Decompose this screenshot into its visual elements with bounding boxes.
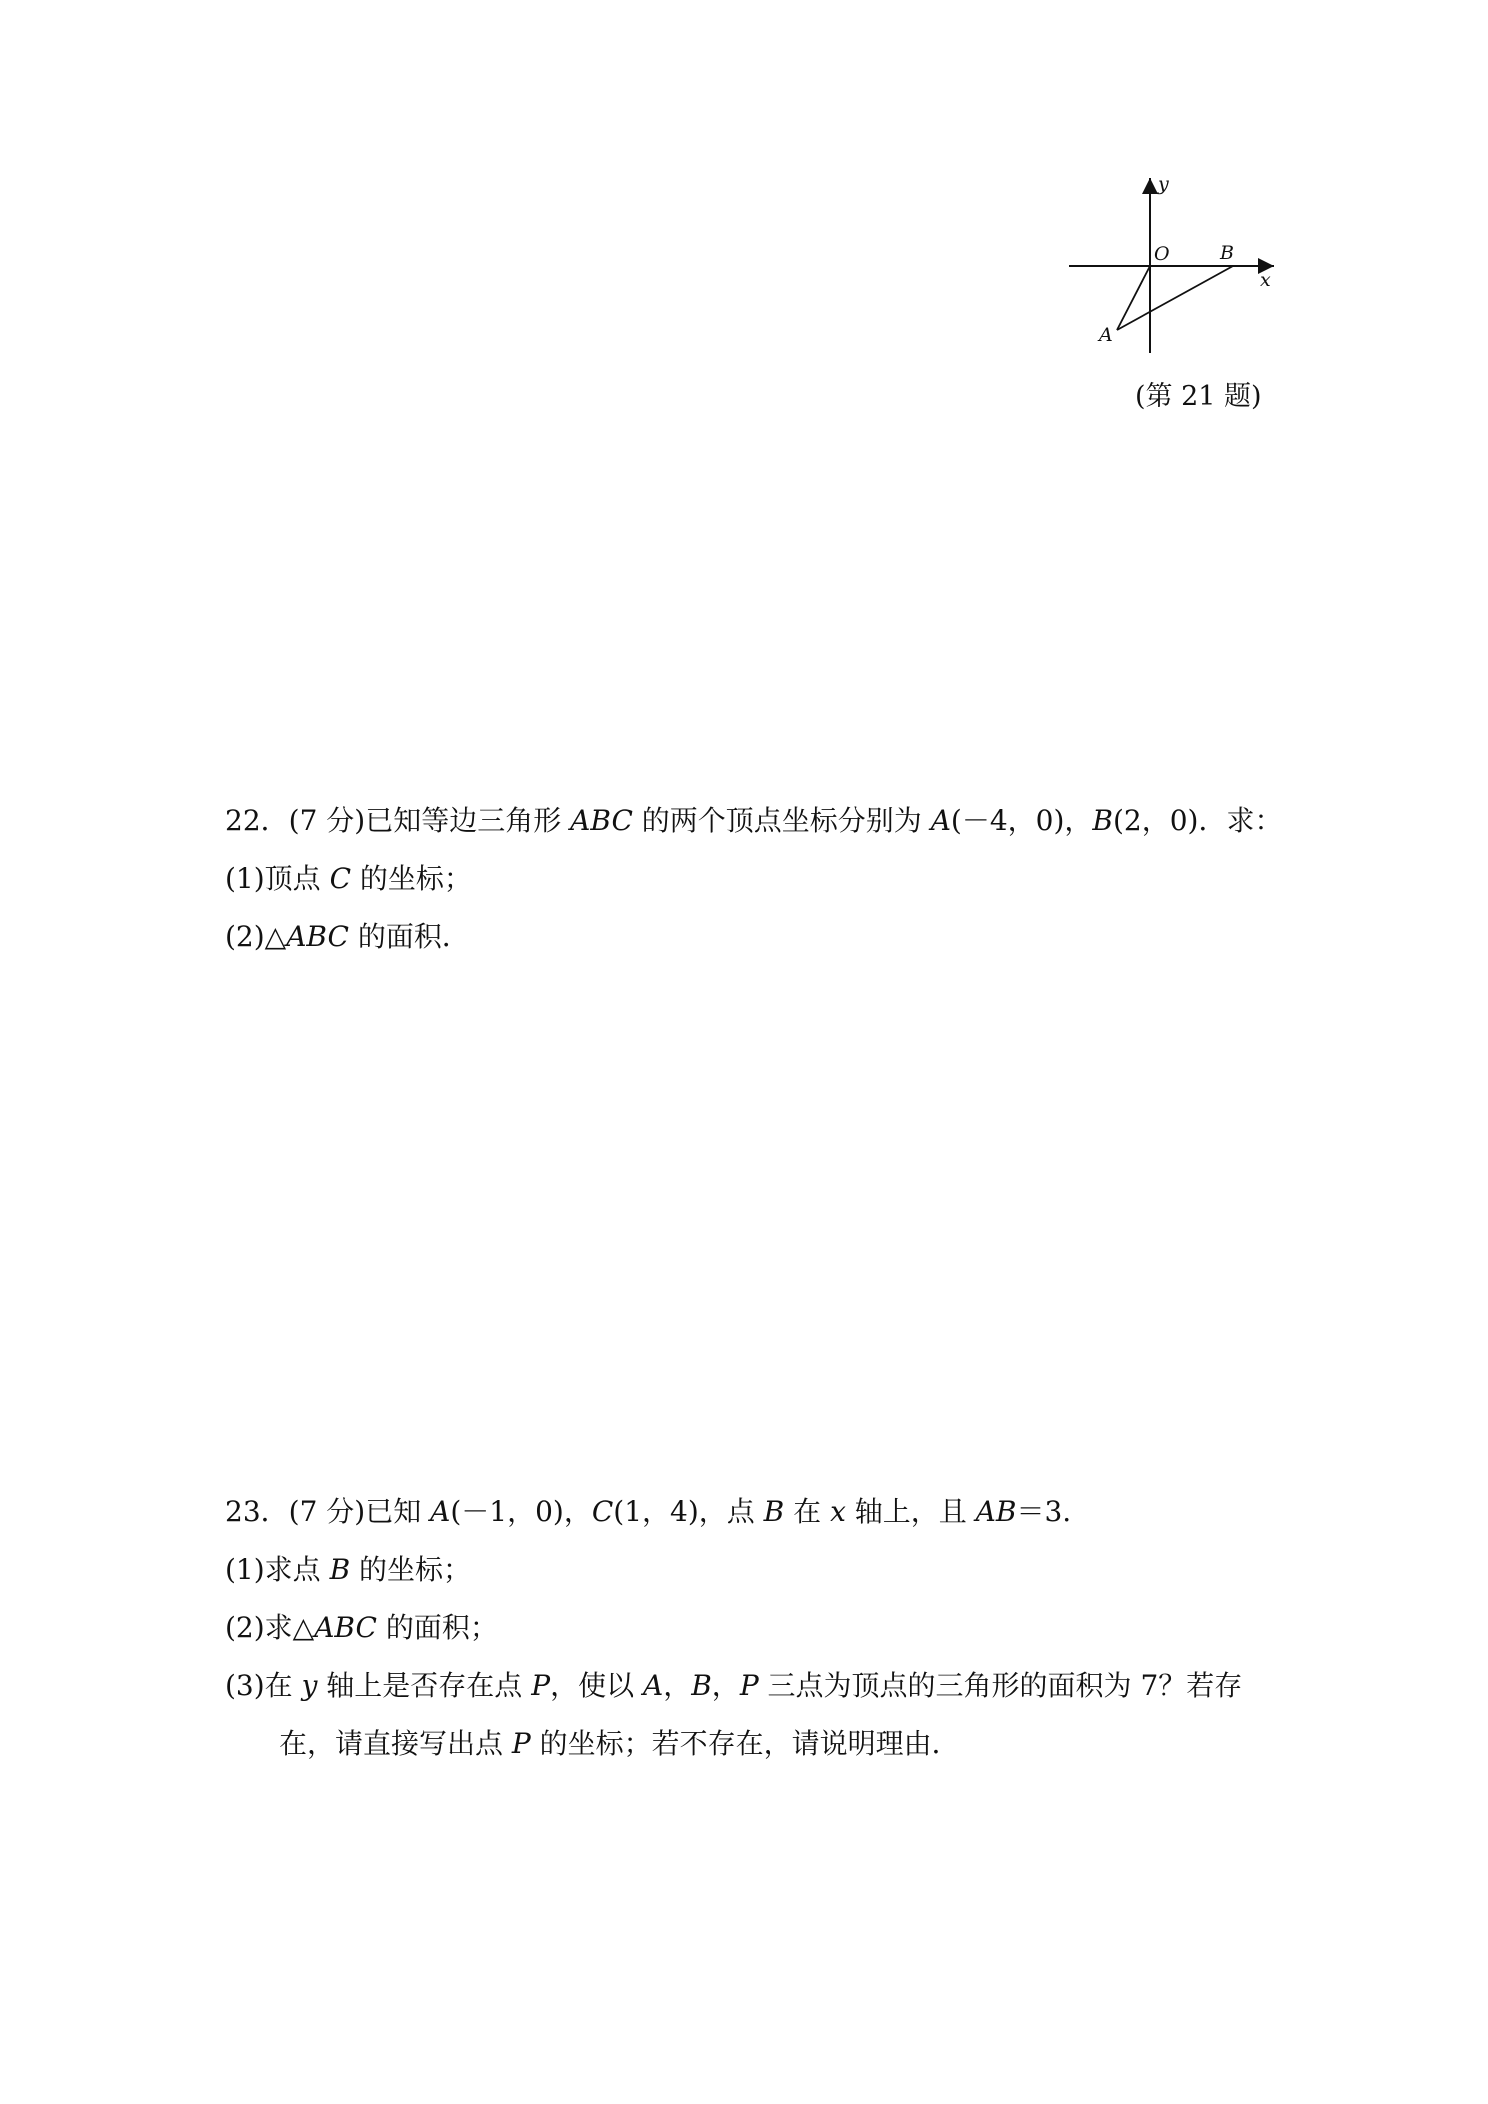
q23-point-c: C: [591, 1495, 614, 1528]
q23-part-2: [225, 1599, 1275, 1657]
q22-part1-prefix: (1)顶点: [225, 862, 330, 895]
q22-text: 已知等边三角形: [365, 804, 571, 837]
q23-part3-point-p: P: [739, 1669, 759, 1702]
q23-triangle-name: ABC: [314, 1611, 377, 1644]
q22-point-b-coord: (2，0)．求：: [1112, 804, 1283, 837]
q23-segment-ab: AB: [975, 1495, 1017, 1528]
q23-part2-suffix: 的面积；: [376, 1611, 498, 1644]
q22-point-b: B: [1092, 804, 1113, 837]
q23-x-var: x: [830, 1495, 846, 1528]
q23-part3-line2-text: 在，请直接写出点: [279, 1727, 512, 1760]
q22-score: (7 分): [288, 804, 366, 837]
figure-caption: (第 21 题): [1135, 381, 1262, 412]
q23-part3-text: 轴上是否存在点: [317, 1669, 532, 1702]
q23-point-p: P: [531, 1669, 551, 1702]
point-b-label: B: [1220, 242, 1234, 264]
q23-part3-text: ，使以: [550, 1669, 643, 1702]
q22-text: 的两个顶点坐标分别为: [632, 804, 931, 837]
q23-y-var: y: [301, 1669, 318, 1702]
q22-point-a: A: [930, 804, 951, 837]
question-23: [225, 1483, 1275, 1773]
q23-part3-text: ，: [711, 1669, 740, 1702]
q23-part1-point-b: B: [329, 1553, 351, 1586]
q23-part3-point-a: A: [642, 1669, 664, 1702]
q22-part-2: [225, 908, 1275, 966]
q23-score: (7 分): [288, 1495, 366, 1528]
q23-part2-prefix: (2)求△: [225, 1611, 315, 1644]
q23-text: ＝3.: [1016, 1495, 1072, 1528]
q22-part2-suffix: 的面积．: [348, 920, 470, 953]
q23-text: 轴上，且: [845, 1495, 976, 1528]
q23-part3-point-b: B: [691, 1669, 712, 1702]
q22-part1-suffix: 的坐标；: [351, 862, 472, 895]
y-axis-label: y: [1158, 173, 1169, 195]
q23-part1-prefix: (1)求点: [225, 1553, 330, 1586]
q23-part1-suffix: 的坐标；: [350, 1553, 472, 1586]
q23-part-3-continued: [225, 1715, 1275, 1773]
q23-point-b: B: [763, 1495, 785, 1528]
q23-part3-prefix: (3)在: [225, 1669, 302, 1702]
q22-point-a-coord: (－4，0)，: [950, 804, 1093, 837]
q22-triangle-name: ABC: [570, 804, 633, 837]
q23-point-a-coord: (－1，0)，: [450, 1495, 592, 1528]
q23-part3-text: ，: [663, 1669, 692, 1702]
figure-q21: [1055, 170, 1295, 370]
coordinate-figure: [1055, 170, 1295, 370]
q23-stem: [225, 1483, 1275, 1541]
q23-point-a: A: [430, 1495, 451, 1528]
q23-part-3: [225, 1657, 1275, 1715]
q23-text: 在: [784, 1495, 831, 1528]
q22-part2-prefix: (2)△: [225, 920, 287, 953]
q23-number: 23．: [225, 1495, 289, 1528]
x-axis-label: x: [1260, 269, 1271, 291]
point-a-label: A: [1099, 324, 1113, 346]
q23-part3-text: 三点为顶点的三角形的面积为 7？若存: [758, 1669, 1243, 1702]
q22-number: 22．: [225, 804, 289, 837]
q22-point-c: C: [329, 862, 352, 895]
origin-label: O: [1154, 243, 1170, 265]
q22-triangle-name-2: ABC: [286, 920, 349, 953]
q23-text: 已知: [365, 1495, 431, 1528]
question-22: [225, 792, 1283, 966]
q23-point-c-coord: (1，4)，点: [613, 1495, 764, 1528]
q23-part-1: [225, 1541, 1275, 1599]
q22-stem: [225, 792, 1283, 850]
q23-part3-line2-point-p: P: [511, 1727, 531, 1760]
q22-part-1: [225, 850, 1275, 908]
q23-part3-line2-text: 的坐标；若不存在，请说明理由．: [530, 1727, 960, 1760]
